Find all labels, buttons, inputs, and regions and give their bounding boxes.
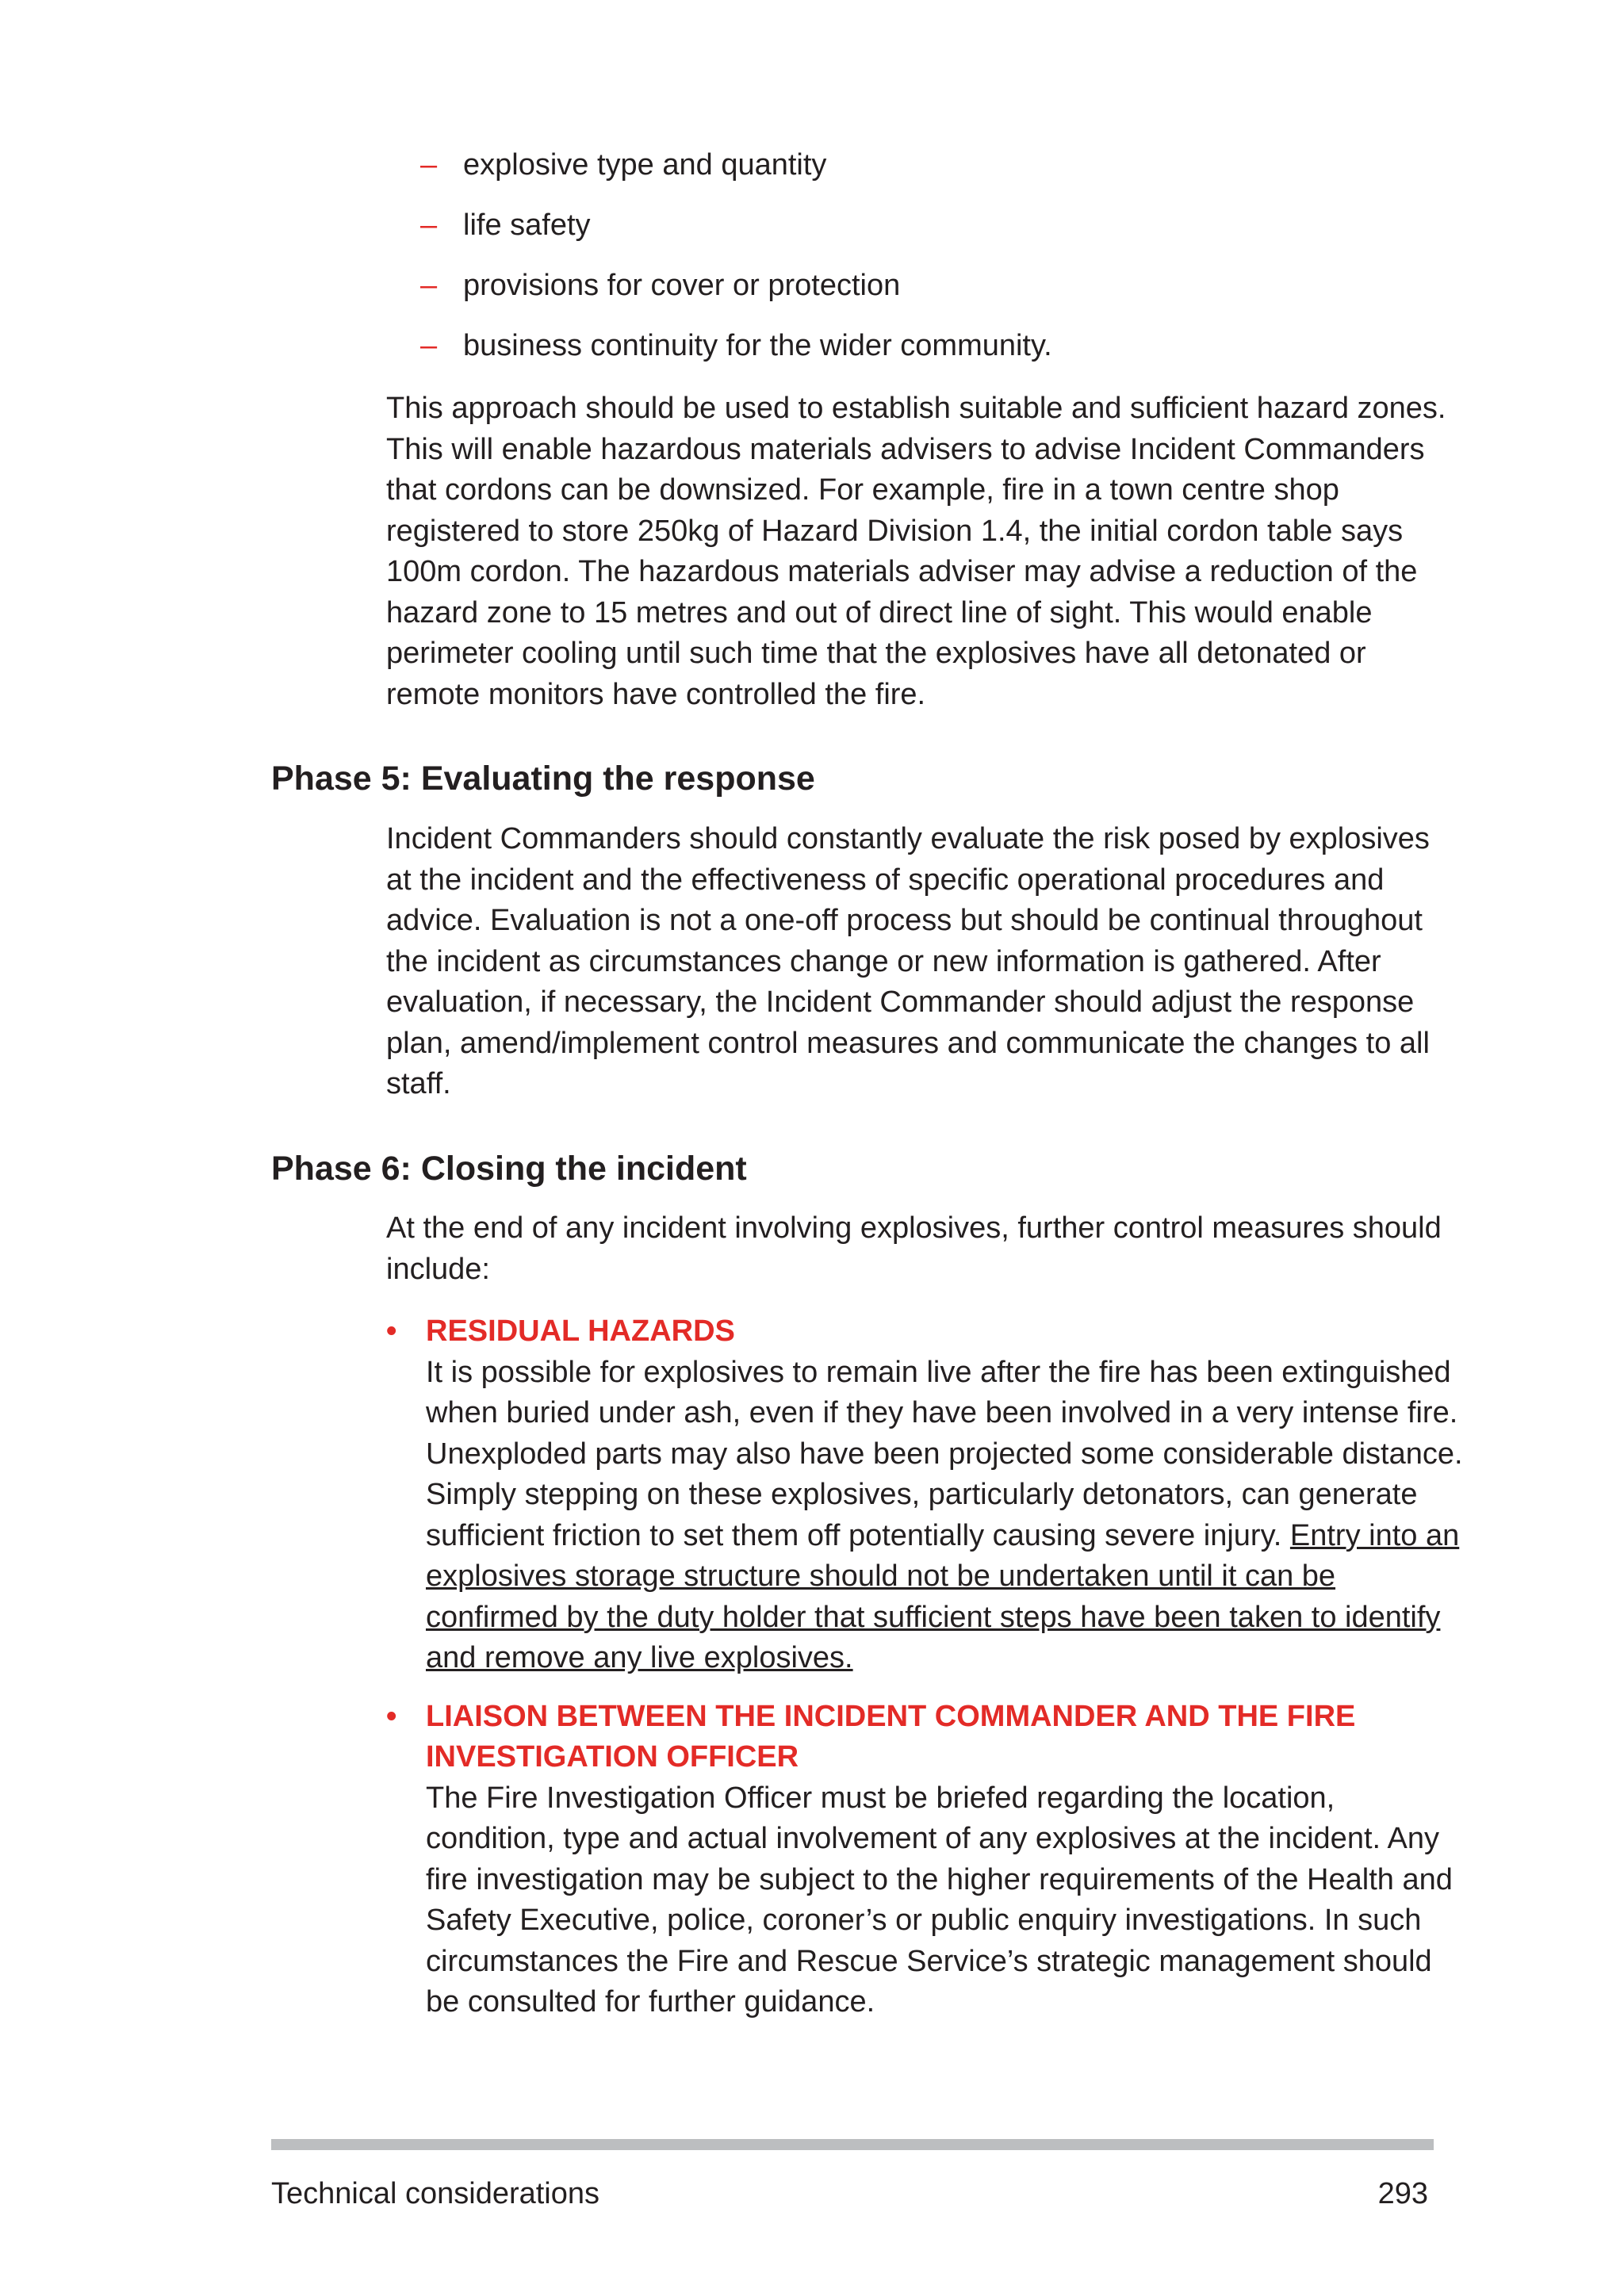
control-measure-item: [386, 1311, 1465, 1679]
dash-list-item: [420, 265, 1451, 306]
bullet-marker: •: [386, 1699, 397, 1733]
dash-list-item: [420, 144, 1451, 186]
dash-list-item: [420, 325, 1451, 366]
control-measures-list: [386, 1311, 1465, 2041]
bullet-body: It is possible for explosives to remain live after the fire has been extinguished when buried under ash, even if they have been involved in a very intense fire. Unexploded parts may also have been projected some considerable distance. Simply stepping on these explosives, particularly detonators, can generate sufficient friction to set them off potentially causing severe injury.: [426, 1355, 1463, 1552]
bullet-marker: •: [386, 1314, 397, 1348]
phase5-heading: Phase 5: Evaluating the response: [271, 760, 815, 798]
bullet-body: The Fire Investigation Officer must be briefed regarding the location, condition, type and actual involvement of any explosives at the incident. Any fire investigation may be subject to the higher requirements of the Health and Safety Executive, police, coroner’s or public enquiry investigations. In such circumstances the Fire and Rescue Service’s strategic management should be consulted for further guidance.: [426, 1781, 1453, 2019]
page-number: 293: [1377, 2177, 1428, 2210]
control-measure-item: [386, 1697, 1465, 2023]
dash-list: [420, 144, 1451, 385]
dash-item-text: life safety: [463, 209, 591, 242]
intro-paragraph: This approach should be used to establish suitable and sufficient hazard zones. This will enable hazardous materials advisers to advise Incident Commanders that cordons can be downsized. For example, fire in a town centre shop registered to store 250kg of Hazard Division 1.4, the initial cordon table says 100m cordon. The hazardous materials adviser may advise a reduction of the hazard zone to 15 metres and out of direct line of sight. This would enable perimeter cooling until such time that the explosives have all detonated or remote monitors have controlled the fire.: [386, 392, 1446, 711]
bullet-body-underlined: Entry into an explosives storage structure should not be undertaken until it can be confirmed by the duty holder that sufficient steps have been taken to identify and remove any live explosives.: [426, 1518, 1460, 1674]
phase6-paragraph: At the end of any incident involving explosives, further control measures should include:: [386, 1211, 1442, 1286]
footer-divider: [271, 2139, 1434, 2150]
phase6-heading: Phase 6: Closing the incident: [271, 1150, 747, 1188]
dash-marker: –: [420, 148, 438, 182]
dash-item-text: provisions for cover or protection: [463, 269, 901, 302]
phase5-paragraph: Incident Commanders should constantly evaluate the risk posed by explosives at the incident and the effectiveness of specific operational procedures and advice. Evaluation is not a one-off process but should be continual throughout the incident as circumstances change or new information is gathered. After evaluation, if necessary, the Incident Commander should adjust the response plan, amend/implement control measures and communicate the changes to all staff.: [386, 822, 1430, 1100]
dash-item-text: business continuity for the wider community.: [463, 329, 1052, 362]
footer-section-title: Technical considerations: [271, 2177, 600, 2210]
bullet-title: RESIDUAL HAZARDS: [426, 1314, 735, 1348]
dash-marker: –: [420, 209, 438, 242]
bullet-title: LIAISON BETWEEN THE INCIDENT COMMANDER AND THE FIRE INVESTIGATION OFFICER: [426, 1699, 1356, 1774]
dash-marker: –: [420, 269, 438, 302]
dash-item-text: explosive type and quantity: [463, 148, 827, 182]
dash-marker: –: [420, 329, 438, 362]
dash-list-item: [420, 205, 1451, 246]
